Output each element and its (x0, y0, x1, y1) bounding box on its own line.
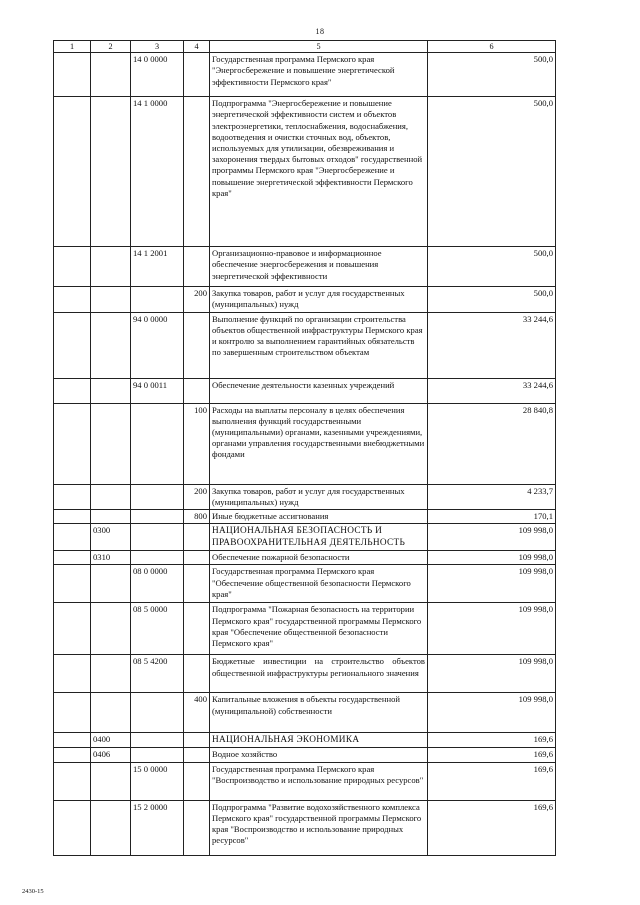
amount: 170,1 (428, 510, 556, 524)
code-column-1 (54, 551, 91, 565)
table-row (54, 748, 556, 762)
target-article-code (131, 693, 184, 733)
section-code (91, 693, 131, 733)
amount: 33 244,6 (428, 312, 556, 378)
section-code (91, 603, 131, 655)
section-code (91, 510, 131, 524)
table-row (54, 565, 556, 603)
expense-type-code (184, 53, 210, 97)
target-article-code (131, 748, 184, 762)
budget-table (53, 40, 556, 856)
section-code (91, 800, 131, 855)
section-code (91, 403, 131, 484)
table-row (54, 247, 556, 287)
section-code (91, 484, 131, 509)
table-row (54, 762, 556, 800)
amount: 169,6 (428, 733, 556, 748)
column-header: 6 (428, 41, 556, 53)
amount: 500,0 (428, 287, 556, 312)
target-article-code: 94 0 0011 (131, 378, 184, 403)
code-column-1 (54, 748, 91, 762)
table-row (54, 484, 556, 509)
table-row (54, 603, 556, 655)
expense-type-code: 200 (184, 287, 210, 312)
table-row (54, 800, 556, 855)
item-name: Подпрограмма "Пожарная безопасность на территории Пермского края" государственной программы Пермского края "Обеспечение общественной безопасности Пермского края" (210, 603, 428, 655)
target-article-code (131, 733, 184, 748)
target-article-code (131, 287, 184, 312)
code-column-1 (54, 378, 91, 403)
section-code: 0406 (91, 748, 131, 762)
code-column-1 (54, 484, 91, 509)
table-row (54, 551, 556, 565)
section-code (91, 378, 131, 403)
expense-type-code (184, 733, 210, 748)
target-article-code: 94 0 0000 (131, 312, 184, 378)
item-name: Выполнение функций по организации строительства объектов общественной инфраструктуры Пермского края и контролю за выполнением гарантийных обязательств по завершенным строительством объектам (210, 312, 428, 378)
amount: 28 840,8 (428, 403, 556, 484)
code-column-1 (54, 565, 91, 603)
code-column-1 (54, 510, 91, 524)
code-column-1 (54, 524, 91, 551)
target-article-code: 14 1 0000 (131, 97, 184, 247)
section-code: 0300 (91, 524, 131, 551)
section-code (91, 287, 131, 312)
target-article-code (131, 524, 184, 551)
item-name: Водное хозяйство (210, 748, 428, 762)
amount: 109 998,0 (428, 565, 556, 603)
table-row (54, 733, 556, 748)
code-column-1 (54, 97, 91, 247)
target-article-code: 15 0 0000 (131, 762, 184, 800)
code-column-1 (54, 287, 91, 312)
section-code (91, 53, 131, 97)
code-column-1 (54, 312, 91, 378)
amount: 500,0 (428, 97, 556, 247)
item-name: Бюджетные инвестиции на строительство объектов общественной инфраструктуры регионального значения (210, 655, 428, 693)
column-header: 1 (54, 41, 91, 53)
item-name: Расходы на выплаты персоналу в целях обеспечения выполнения функций государственными (муниципальными) органами, казенными учреждениями, органами управления государственными внебюджетными фондами (210, 403, 428, 484)
amount: 500,0 (428, 53, 556, 97)
expense-type-code (184, 247, 210, 287)
target-article-code: 08 5 4200 (131, 655, 184, 693)
amount: 109 998,0 (428, 693, 556, 733)
code-column-1 (54, 247, 91, 287)
section-code (91, 655, 131, 693)
item-name: Подпрограмма "Развитие водохозяйственного комплекса Пермского края" государственной программы Пермского края "Воспроизводство и использование природных ресурсов" (210, 800, 428, 855)
section-code: 0400 (91, 733, 131, 748)
column-header: 3 (131, 41, 184, 53)
amount: 4 233,7 (428, 484, 556, 509)
item-name: Иные бюджетные ассигнования (210, 510, 428, 524)
expense-type-code: 200 (184, 484, 210, 509)
table-row (54, 378, 556, 403)
expense-type-code (184, 800, 210, 855)
item-name: Подпрограмма "Энергосбережение и повышение энергетической эффективности систем и объектов электроэнергетики, теплоснабжения, водоснабжения, водоотведения и очистки сточных вод, объектов, используемых для утилизации, обезвреживания и захоронения твердых бытовых отходов" государственной программы Пермского края "Энергосбережение и повышение энергетической эффективности Пермского края" (210, 97, 428, 247)
table-row (54, 403, 556, 484)
code-column-1 (54, 403, 91, 484)
amount: 169,6 (428, 800, 556, 855)
code-column-1 (54, 733, 91, 748)
table-row (54, 693, 556, 733)
item-name: Обеспечение деятельности казенных учреждений (210, 378, 428, 403)
section-code (91, 97, 131, 247)
target-article-code: 15 2 0000 (131, 800, 184, 855)
expense-type-code (184, 312, 210, 378)
section-code (91, 762, 131, 800)
column-header: 5 (210, 41, 428, 53)
table-row (54, 287, 556, 312)
target-article-code: 14 1 2001 (131, 247, 184, 287)
target-article-code: 14 0 0000 (131, 53, 184, 97)
expense-type-code (184, 603, 210, 655)
target-article-code (131, 484, 184, 509)
expense-type-code (184, 748, 210, 762)
amount: 109 998,0 (428, 524, 556, 551)
document-code: 2430-15 (22, 888, 44, 895)
expense-type-code (184, 551, 210, 565)
item-name: Закупка товаров, работ и услуг для государственных (муниципальных) нужд (210, 484, 428, 509)
expense-type-code (184, 655, 210, 693)
section-code (91, 247, 131, 287)
item-name: Организационно-правовое и информационное обеспечение энергосбережения и повышения энергетической эффективности (210, 247, 428, 287)
amount: 500,0 (428, 247, 556, 287)
expense-type-code: 800 (184, 510, 210, 524)
table-row (54, 97, 556, 247)
section-code: 0310 (91, 551, 131, 565)
table-row (54, 510, 556, 524)
code-column-1 (54, 762, 91, 800)
page-number: 18 (315, 27, 325, 36)
expense-type-code (184, 378, 210, 403)
expense-type-code: 100 (184, 403, 210, 484)
target-article-code: 08 0 0000 (131, 565, 184, 603)
column-header: 2 (91, 41, 131, 53)
expense-type-code (184, 762, 210, 800)
code-column-1 (54, 655, 91, 693)
section-code (91, 565, 131, 603)
item-name: Государственная программа Пермского края "Воспроизводство и использование природных ресурсов" (210, 762, 428, 800)
table-row (54, 524, 556, 551)
column-header: 4 (184, 41, 210, 53)
target-article-code: 08 5 0000 (131, 603, 184, 655)
target-article-code (131, 551, 184, 565)
table-header-row (54, 41, 556, 53)
amount: 169,6 (428, 748, 556, 762)
item-name: Обеспечение пожарной безопасности (210, 551, 428, 565)
item-name: НАЦИОНАЛЬНАЯ ЭКОНОМИКА (210, 733, 428, 748)
item-name: Государственная программа Пермского края "Энергосбережение и повышение энергетической эффективности Пермского края" (210, 53, 428, 97)
expense-type-code (184, 97, 210, 247)
expense-type-code (184, 524, 210, 551)
amount: 169,6 (428, 762, 556, 800)
amount: 109 998,0 (428, 655, 556, 693)
amount: 33 244,6 (428, 378, 556, 403)
target-article-code (131, 510, 184, 524)
code-column-1 (54, 693, 91, 733)
table-row (54, 655, 556, 693)
amount: 109 998,0 (428, 551, 556, 565)
item-name: Закупка товаров, работ и услуг для государственных (муниципальных) нужд (210, 287, 428, 312)
code-column-1 (54, 53, 91, 97)
expense-type-code: 400 (184, 693, 210, 733)
item-name: Капитальные вложения в объекты государственной (муниципальной) собственности (210, 693, 428, 733)
code-column-1 (54, 800, 91, 855)
code-column-1 (54, 603, 91, 655)
section-code (91, 312, 131, 378)
table-row (54, 53, 556, 97)
expense-type-code (184, 565, 210, 603)
item-name: НАЦИОНАЛЬНАЯ БЕЗОПАСНОСТЬ И ПРАВООХРАНИТЕЛЬНАЯ ДЕЯТЕЛЬНОСТЬ (210, 524, 428, 551)
target-article-code (131, 403, 184, 484)
item-name: Государственная программа Пермского края "Обеспечение общественной безопасности Пермского края" (210, 565, 428, 603)
table-row (54, 312, 556, 378)
amount: 109 998,0 (428, 603, 556, 655)
